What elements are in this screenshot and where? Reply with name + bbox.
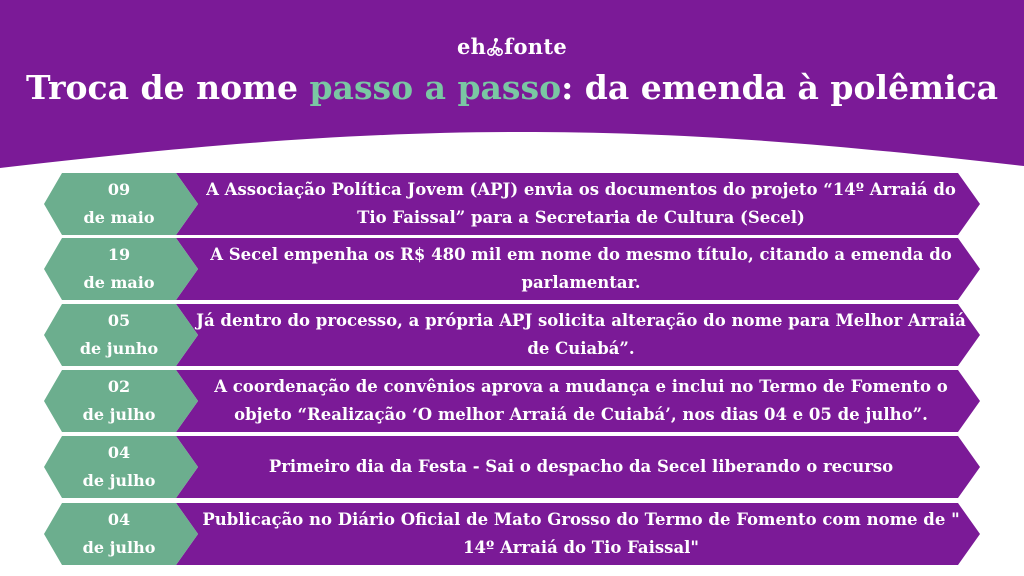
timeline-description: A coordenação de convênios aprova a mudança e inclui no Termo de Fomento o objeto “Realização ‘O melhor Arraiá de Cuiabá’, nos dias 04 e 05 de julho”. bbox=[214, 377, 948, 424]
page-title bbox=[0, 68, 1024, 107]
timeline-date bbox=[60, 370, 178, 432]
logo-text-right: fonte bbox=[504, 34, 568, 59]
logo bbox=[0, 34, 1024, 59]
date-day: 04 bbox=[107, 510, 131, 529]
timeline-date bbox=[60, 238, 178, 300]
timeline-description: Publicação no Diário Oficial de Mato Grosso do Termo de Fomento com nome de " 14º Arraiá do Tio Faissal" bbox=[202, 510, 960, 557]
timeline-row bbox=[0, 304, 1024, 366]
date-day: 02 bbox=[107, 377, 131, 396]
title-part-1: Troca de nome bbox=[26, 68, 310, 107]
date-day: 19 bbox=[107, 245, 131, 264]
date-month: de maio bbox=[83, 273, 155, 292]
timeline-date bbox=[60, 173, 178, 235]
timeline-row bbox=[0, 503, 1024, 565]
title-highlight: passo a passo bbox=[309, 68, 562, 107]
timeline-row bbox=[0, 238, 1024, 300]
date-day: 04 bbox=[107, 443, 131, 462]
timeline-date bbox=[60, 503, 178, 565]
logo-text-left: eh bbox=[456, 34, 487, 59]
timeline-date bbox=[60, 304, 178, 366]
date-month: de maio bbox=[83, 208, 155, 227]
date-month: de junho bbox=[79, 339, 159, 358]
cyclist-icon bbox=[487, 37, 503, 57]
date-month: de julho bbox=[82, 471, 156, 490]
date-month: de julho bbox=[82, 405, 156, 424]
date-day: 05 bbox=[107, 311, 131, 330]
date-day: 09 bbox=[107, 180, 131, 199]
timeline-description: A Associação Política Jovem (APJ) envia os documentos do projeto “14º Arraiá do Tio Faissal” para a Secretaria de Cultura (Secel) bbox=[206, 180, 956, 227]
title-part-2: : da emenda à polêmica bbox=[561, 68, 998, 107]
timeline-description: A Secel empenha os R$ 480 mil em nome do mesmo título, citando a emenda do parlamentar. bbox=[210, 245, 952, 292]
timeline-description: Já dentro do processo, a própria APJ solicita alteração do nome para Melhor Arraiá de Cuiabá”. bbox=[196, 311, 966, 358]
timeline-row bbox=[0, 436, 1024, 498]
timeline-date bbox=[60, 436, 178, 498]
timeline-row bbox=[0, 173, 1024, 235]
timeline-description: Primeiro dia da Festa - Sai o despacho da Secel liberando o recurso bbox=[268, 457, 894, 476]
timeline-row bbox=[0, 370, 1024, 432]
date-month: de julho bbox=[82, 538, 156, 557]
